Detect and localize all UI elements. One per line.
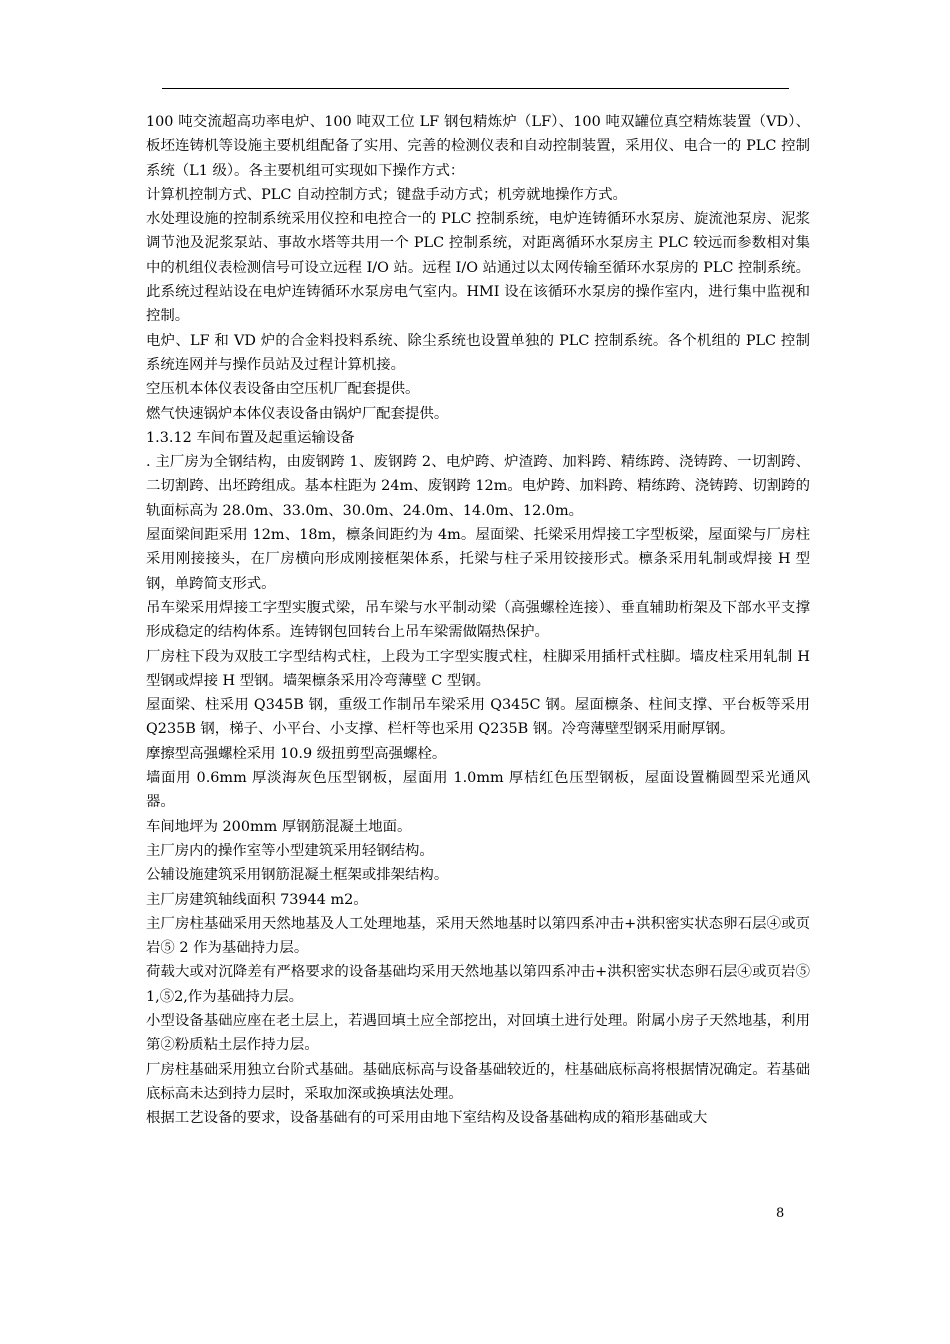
paragraph: 小型设备基础应座在老土层上，若遇回填土应全部挖出，对回填土进行处理。附属小房子天然地基，利用第②粉质粘土层作持力层。 — [146, 1012, 810, 1054]
paragraph: 吊车梁采用焊接工字型实腹式梁，吊车梁与水平制动梁（高强螺栓连接）、垂直辅助桁架及下部水平支撑形成稳定的结构体系。连铸钢包回转台上吊车梁需做隔热保护。 — [146, 599, 810, 641]
section-heading: 1.3.12 车间布置及起重运输设备 — [146, 429, 355, 446]
paragraph: 摩擦型高强螺栓采用 10.9 级扭剪型高强螺栓。 — [146, 745, 447, 762]
page-number: 8 — [776, 1206, 785, 1221]
document-body — [146, 110, 810, 1130]
paragraph: 计算机控制方式、PLC 自动控制方式；键盘手动方式；机旁就地操作方式。 — [146, 186, 627, 203]
header-rule — [162, 88, 789, 89]
paragraph: 水处理设施的控制系统采用仪控和电控合一的 PLC 控制系统，电炉连铸循环水泵房、旋流池泵房、泥浆调节池及泥浆泵站、事故水塔等共用一个 PLC 控制系统，对距离循环水泵房主 PLC 较远而参数相对集中的机组仪表检测信号可设立远程 I/O 站。远程 I/O 站通过以太网传输至循环水泵房的 PLC 控制系统。此系统过程站设在电炉连铸循环水泵房电气室内。HMI 设在该循环水泵房的操作室内，进行集中监视和控制。 — [146, 211, 810, 325]
paragraph: 根据工艺设备的要求，设备基础有的可采用由地下室结构及设备基础构成的箱形基础或大 — [146, 1110, 708, 1127]
paragraph: 屋面梁间距采用 12m、18m，檩条间距约为 4m。屋面梁、托梁采用焊接工字型板梁，屋面梁与厂房柱采用刚接接头，在厂房横向形成刚接框架体系，托梁与柱子采用铰接形式。檩条采用轧制或焊接 H 型钢，单跨简支形式。 — [146, 527, 810, 592]
paragraph: 主厂房内的操作室等小型建筑采用轻钢结构。 — [146, 842, 434, 859]
paragraph: 主厂房建筑轴线面积 73944 m2。 — [146, 891, 368, 908]
paragraph: 100 吨交流超高功率电炉、100 吨双工位 LF 钢包精炼炉（LF）、100 吨双罐位真空精炼装置（VD）、板坯连铸机等设施主要机组配备了实用、完善的检测仪表和自动控制装置，采用仪、电合一的 PLC 控制系统（L1 级）。各主要机组可实现如下操作方式： — [146, 114, 810, 179]
paragraph: 厂房柱基础采用独立台阶式基础。基础底标高与设备基础较近的，柱基础底标高将根据情况确定。若基础底标高未达到持力层时，采取加深或换填法处理。 — [146, 1061, 810, 1102]
paragraph: 公辅设施建筑采用钢筋混凝土框架或排架结构。 — [146, 867, 449, 884]
paragraph: 主厂房柱基础采用天然地基及人工处理地基，采用天然地基时以第四系冲击+洪积密实状态卵石层④或页岩⑤ 2 作为基础持力层。 — [146, 915, 810, 957]
paragraph: . 主厂房为全钢结构，由废钢跨 1、废钢跨 2、电炉跨、炉渣跨、加料跨、精练跨、浇铸跨、一切割跨、二切割跨、出坯跨组成。基本柱距为 24m、废钢跨 12m。电炉跨、加料跨、精练跨、浇铸跨、切割跨的轨面标高为 28.0m、33.0m、30.0m、24.0m、14.0m、12.0m。 — [146, 454, 810, 519]
paragraph: 屋面梁、柱采用 Q345B 钢，重级工作制吊车梁采用 Q345C 钢。屋面檩条、柱间支撑、平台板等采用 Q235B 钢，梯子、小平台、小支撑、栏杆等也采用 Q235B 钢。冷弯薄壁型钢采用耐厚钢。 — [146, 697, 810, 738]
paragraph: 墙面用 0.6mm 厚淡海灰色压型钢板，屋面用 1.0mm 厚桔红色压型钢板，屋面设置椭圆型采光通风器。 — [146, 770, 810, 811]
paragraph: 燃气快速锅炉本体仪表设备由锅炉厂配套提供。 — [146, 405, 449, 422]
paragraph: 车间地坪为 200mm 厚钢筋混凝土地面。 — [146, 818, 412, 835]
paragraph: 荷载大或对沉降差有严格要求的设备基础均采用天然地基以第四系冲击+洪积密实状态卵石层④或页岩⑤ 1,⑤2,作为基础持力层。 — [146, 964, 810, 1005]
paragraph: 电炉、LF 和 VD 炉的合金料投料系统、除尘系统也设置单独的 PLC 控制系统。各个机组的 PLC 控制系统连网并与操作员站及过程计算机接。 — [146, 332, 810, 373]
paragraph: 空压机本体仪表设备由空压机厂配套提供。 — [146, 381, 420, 398]
paragraph: 厂房柱下段为双肢工字型结构式柱，上段为工字型实腹式柱，柱脚采用插杆式柱脚。墙皮柱采用轧制 H 型钢或焊接 H 型钢。墙架檩条采用冷弯薄壁 C 型钢。 — [146, 648, 810, 689]
